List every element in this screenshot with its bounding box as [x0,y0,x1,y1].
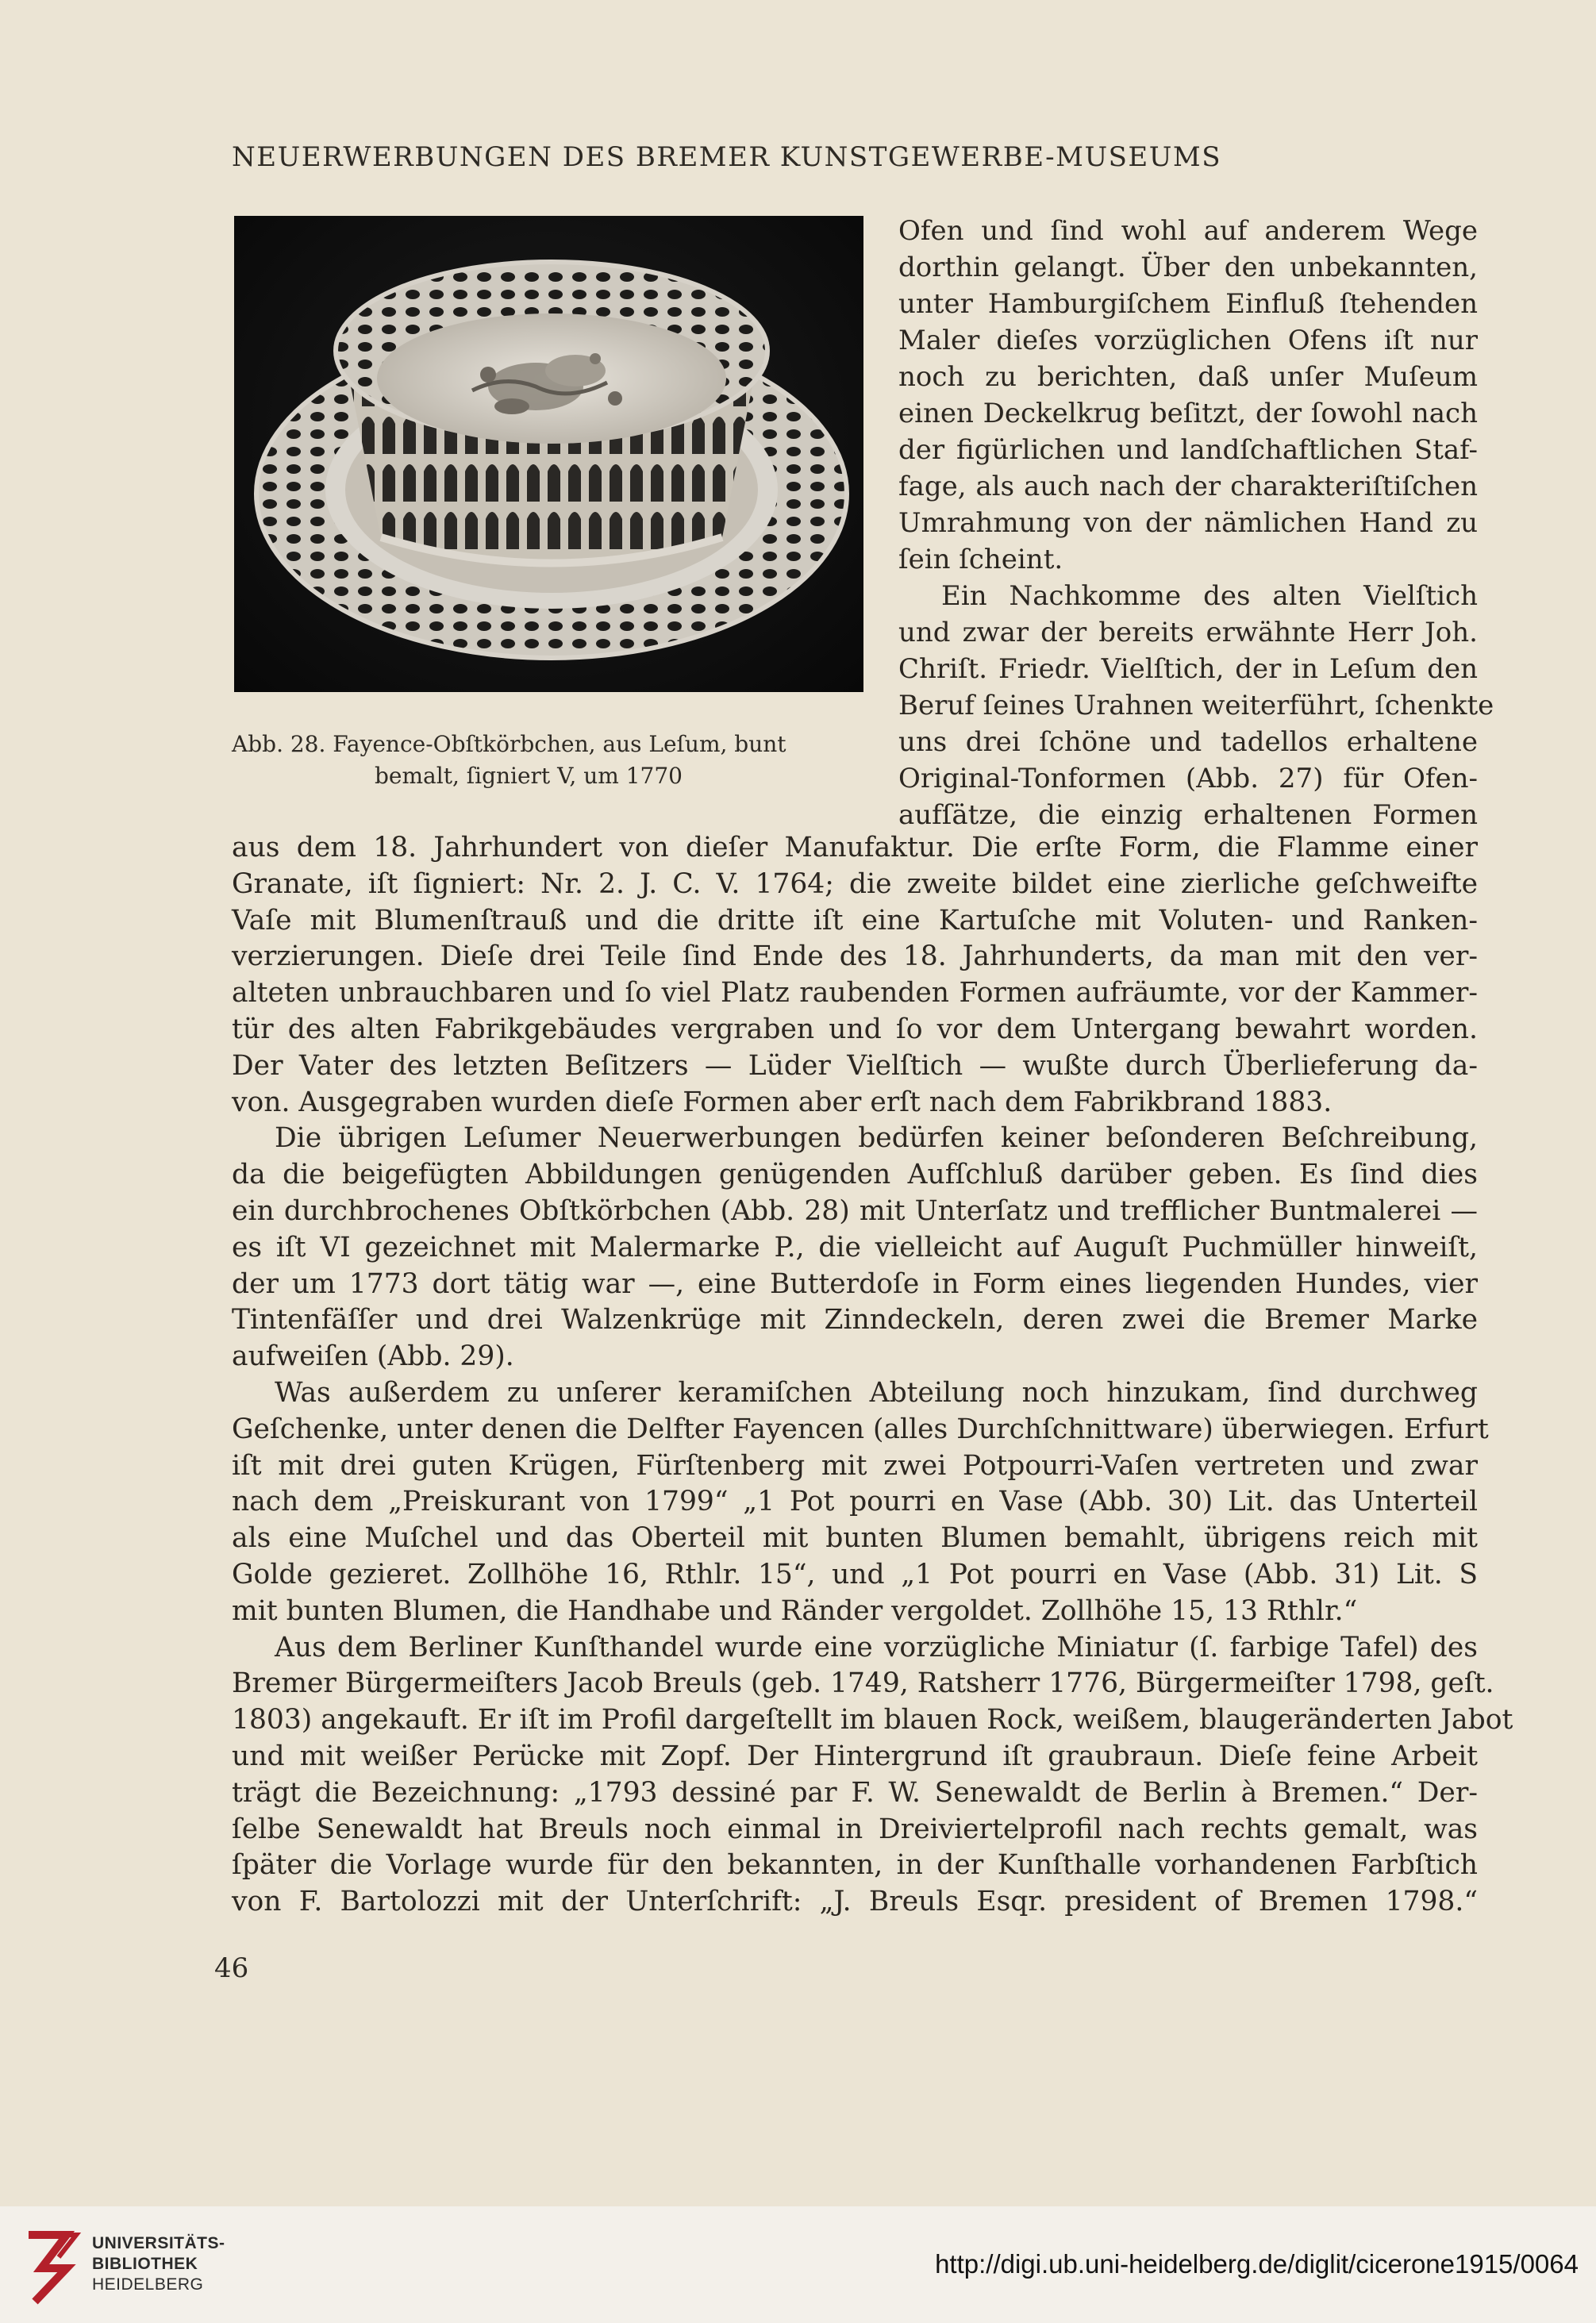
fruit-basket-illustration [234,216,863,692]
text-line: und zwar der bereits erwähnte Herr Joh. [898,617,1478,648]
text-line: Original-Tonformen (Abb. 27) für Ofen- [898,763,1478,794]
text-column-full [232,830,1513,1921]
text-line: aufſätze, die einzig erhaltenen Formen [898,799,1478,831]
text-line: Beruf ſeines Urahnen weiterführt, ſchenkte [898,690,1494,721]
text-line: Golde gezieret. Zollhöhe 16, Rthlr. 15“, und „1 Pot pourri en Vase (Abb. 31) Lit. S [232,1558,1478,1590]
text-line: trägt die Bezeichnung: „1793 dessiné par F. W. Senewaldt de Berlin à Bremen.“ Der- [232,1776,1478,1809]
text-line: Die übrigen Leſumer Neuerwerbungen bedürfen keiner beſonderen Beſchreibung, [275,1122,1478,1155]
text-line: von. Ausgegraben wurden dieſe Formen aber erſt nach dem Fabrikbrand 1883. [232,1086,1333,1118]
text-line: alteten unbrauchbaren und ſo viel Platz raubenden Formen aufräumte, vor der Kammer- [232,977,1478,1010]
text-line: aufweiſen (Abb. 29). [232,1340,514,1373]
source-url-link[interactable]: http://digi.ub.uni-heidelberg.de/diglit/cicerone1915/0064 [935,2249,1579,2279]
logo-line: HEIDELBERG [92,2275,204,2294]
logo-line: UNIVERSITÄTS- [92,2234,225,2252]
text-line: Ein Nachkomme des alten Vielſtich [941,580,1478,612]
text-line: dorthin gelangt. Über den unbekannten, [898,252,1478,283]
text-line: ein durchbrochenes Obſtkörbchen (Abb. 28) mit Unterſatz und trefflicher Buntmalerei — [232,1194,1478,1227]
library-footer [0,2206,1596,2323]
text-line: Ofen und ſind wohl auf anderem Wege [898,215,1478,247]
text-line: Vaſe mit Blumenſtrauß und die dritte iſt eine Kartuſche mit Voluten- und Ranken- [232,904,1478,937]
text-line: Granate, iſt ſigniert: Nr. 2. J. C. V. 1764; die zweite bildet eine zierliche geſchweifte [232,867,1478,900]
text-line: Der Vater des letzten Beſitzers — Lüder Vielſtich — wußte durch Überlieferung da- [232,1049,1478,1082]
text-line: als eine Muſchel und das Oberteil mit bunten Blumen bemahlt, übrigens reich mit [232,1522,1478,1555]
text-line: fage, als auch nach der charakteriſtiſchen [898,471,1478,502]
text-line: Umrahmung von der nämlichen Hand zu [898,507,1478,539]
figure-fruit-basket-photo [234,216,863,692]
figure-caption [232,729,867,792]
page-number: 46 [214,1952,249,1984]
text-line: Tintenfäſſer und drei Walzenkrüge mit Zinndeckeln, deren zwei die Bremer Marke [232,1304,1478,1336]
text-line: ſelbe Senewaldt hat Breuls noch einmal in Dreiviertelprofil nach rechts gemalt, was [232,1813,1478,1845]
text-line: von F. Bartolozzi mit der Unterſchrift: „J. Breuls Esqr. president of Bremen 1798.“ [232,1886,1478,1918]
text-line: aus dem 18. Jahrhundert von dieſer Manufaktur. Die erſte Form, die Flamme einer [232,832,1478,863]
text-line: Was außerdem zu unſerer keramiſchen Abteilung noch hinzukam, ſind durchweg [275,1376,1478,1409]
library-logo-text [92,2233,225,2295]
text-line: und mit weißer Perücke mit Zopf. Der Hintergrund iſt graubraun. Dieſe feine Arbeit [232,1740,1478,1772]
text-line: Bremer Bürgermeiſters Jacob Breuls (geb. 1749, Ratsherr 1776, Bürgermeiſter 1798, geſt. [232,1667,1494,1700]
text-line: Maler dieſes vorzüglichen Ofens iſt nur [898,325,1478,356]
logo-line: BIBLIOTHEK [92,2255,198,2273]
text-line: unter Hamburgiſchem Einfluß ſtehenden [898,288,1478,320]
text-line: der um 1773 dort tätig war —, eine Butterdoſe in Form eines liegenden Hundes, vier [232,1267,1478,1300]
text-line: mit bunten Blumen, die Handhabe und Ränder vergoldet. Zollhöhe 15, 13 Rthlr.“ [232,1594,1358,1627]
text-line: Aus dem Berliner Kunſthandel wurde eine vorzügliche Miniatur (ſ. farbige Tafel) des [275,1631,1478,1663]
text-line: da die beigefügten Abbildungen genügenden Aufſchluß darüber geben. Es ſind dies [232,1159,1478,1191]
text-line: uns drei ſchöne und tadellos erhaltene [898,726,1478,758]
running-head: NEUERWERBUNGEN DES BREMER KUNSTGEWERBE-MUSEUMS [232,141,1221,173]
text-column-right [898,213,1494,833]
text-line: verzierungen. Dieſe drei Teile ſind Ende des 18. Jahrhunderts, da man mit den ver- [232,940,1478,973]
library-logo-icon [17,2222,84,2308]
text-line: der figürlichen und landſchaftlichen Staf- [898,434,1478,466]
caption-line: Abb. 28. Fayence-Obſtkörbchen, aus Leſum, bunt [232,731,786,757]
text-line: ſein ſcheint. [898,544,1063,575]
text-line: noch zu berichten, daß unſer Muſeum [898,361,1478,393]
text-line: tür des alten Fabrikgebäudes vergraben und ſo vor dem Untergang bewahrt worden. [232,1013,1478,1045]
text-line: nach dem „Preiskurant von 1799“ „1 Pot pourri en Vase (Abb. 30) Lit. das Unterteil [232,1486,1478,1518]
text-line: 1803) angekauft. Er iſt im Profil dargeſtellt im blauen Rock, weißem, blaugeränderten Jabot [232,1704,1513,1736]
text-line: iſt mit drei guten Krügen, Fürſtenberg mit zwei Potpourri-Vaſen vertreten und zwar [232,1449,1478,1482]
text-line: es iſt VI gezeichnet mit Malermarke P., die vielleicht auf Auguſt Puchmüller hinweiſt, [232,1231,1478,1263]
caption-line: bemalt, ſigniert V, um 1770 [375,763,683,789]
text-line: Chriſt. Friedr. Vielſtich, der in Leſum den [898,653,1478,685]
text-line: ſpäter die Vorlage wurde für den bekannten, in der Kunſthalle vorhandenen Farbſtich [232,1849,1478,1882]
text-line: Geſchenke, unter denen die Delfter Fayencen (alles Durchſchnittware) überwiegen. Erfurt [232,1413,1489,1445]
text-line: einen Deckelkrug beſitzt, der ſowohl nach [898,398,1478,429]
